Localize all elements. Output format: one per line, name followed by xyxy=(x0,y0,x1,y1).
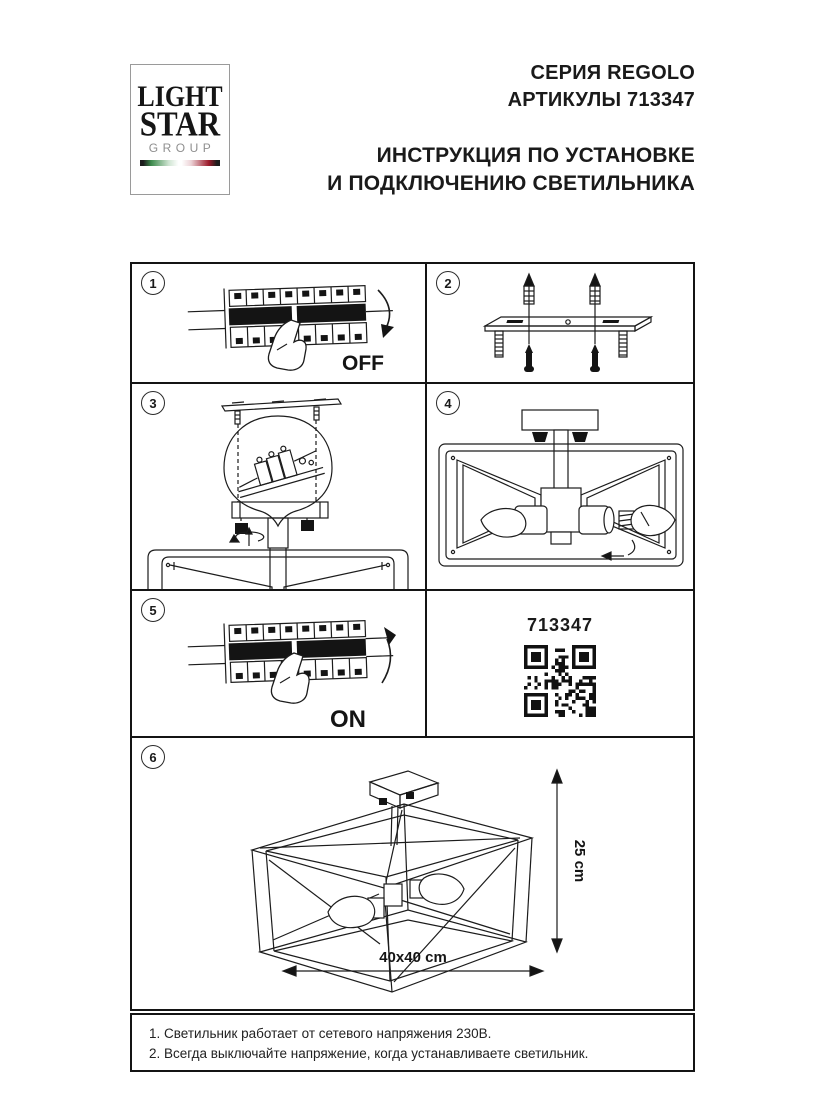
title-line-1: ИНСТРУКЦИЯ ПО УСТАНОВКЕ xyxy=(376,144,695,167)
safety-notes xyxy=(130,1013,695,1072)
fixture-frame-top xyxy=(148,548,408,589)
mounting-plate xyxy=(485,317,651,331)
on-label: ON xyxy=(330,706,366,733)
candle-bulb-icon xyxy=(631,505,675,535)
height-dimension xyxy=(552,770,562,952)
italian-flag-bar xyxy=(140,160,220,166)
series-line: СЕРИЯ REGOLO xyxy=(530,62,695,84)
candle-bulb-icon xyxy=(481,509,526,538)
screw-icon xyxy=(235,411,240,424)
logo-star-text: STAR xyxy=(139,103,221,144)
width-label: 40x40 cm xyxy=(379,949,447,966)
page-title xyxy=(327,142,695,198)
rotate-arrow-icon xyxy=(602,540,635,560)
bulb-installation-diagram xyxy=(427,384,693,589)
step-6-cell xyxy=(132,738,693,1009)
step-2-cell xyxy=(427,264,693,382)
pointing-hand-icon xyxy=(268,320,306,370)
logo-group-text: GROUP xyxy=(148,141,216,155)
step-4-number: 4 xyxy=(436,391,460,415)
arrow-up-icon xyxy=(382,627,396,683)
height-label: 25 cm xyxy=(571,839,588,883)
threaded-stud-icon xyxy=(495,331,503,357)
step-4-cell xyxy=(427,384,693,589)
note-line-1: 1. Светильник работает от сетевого напряжения 230В. xyxy=(149,1026,492,1041)
articles-line: АРТИКУЛЫ 713347 xyxy=(507,89,695,111)
candle-bulb-icon xyxy=(419,874,464,904)
step-5-cell xyxy=(132,591,427,736)
step-1-number: 1 xyxy=(141,271,165,295)
breaker-on-diagram xyxy=(132,591,425,736)
candle-bulb-icon xyxy=(328,896,375,927)
off-label: OFF xyxy=(342,352,384,375)
screw-icon xyxy=(524,344,534,372)
step-1-cell xyxy=(132,264,427,382)
article-qr-cell xyxy=(427,591,693,736)
article-number: 713347 xyxy=(526,615,594,635)
mounting-plate-diagram xyxy=(427,264,693,382)
note-line-2: 2. Всегда выключайте напряжение, когда устанавливаете светильник. xyxy=(149,1046,589,1061)
assembled-fixture-diagram xyxy=(132,738,693,1009)
series-header xyxy=(508,60,695,114)
step-6-number: 6 xyxy=(141,745,165,769)
terminal-block xyxy=(230,437,325,497)
breaker-off-diagram xyxy=(132,264,425,382)
step-5-number: 5 xyxy=(141,598,165,622)
qr-code xyxy=(524,645,596,717)
step-2-number: 2 xyxy=(436,271,460,295)
arrow-down-icon xyxy=(378,290,394,338)
title-line-2: И ПОДКЛЮЧЕНИЮ СВЕТИЛЬНИКА xyxy=(327,172,695,195)
screw-icon xyxy=(590,344,600,372)
threaded-stud-icon xyxy=(619,331,627,357)
step-3-cell xyxy=(132,384,427,589)
wiring-connection-diagram xyxy=(132,384,425,589)
lightstar-logo xyxy=(130,64,230,195)
steps-grid xyxy=(130,262,695,1011)
width-dimension xyxy=(283,966,543,976)
screw-icon xyxy=(314,407,319,420)
logo-light-text: LIGHT xyxy=(137,80,223,113)
step-3-number: 3 xyxy=(141,391,165,415)
